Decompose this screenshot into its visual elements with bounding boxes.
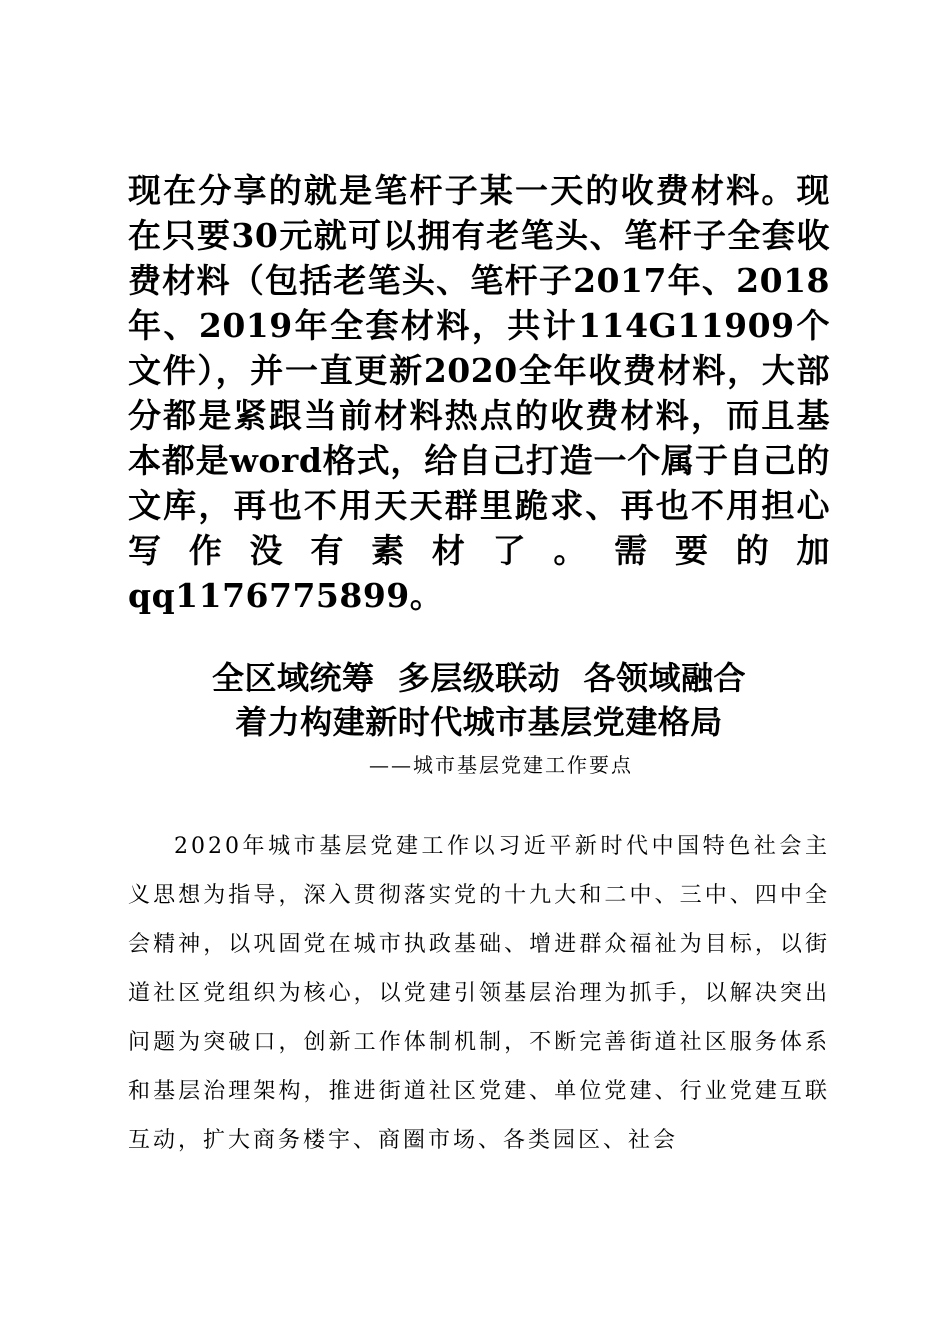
- document-subtitle: ——城市基层党建工作要点: [369, 753, 633, 777]
- document-title-line-2: 着力构建新时代城市基层党建格局: [235, 703, 723, 741]
- body-paragraph: 2020年城市基层党建工作以习近平新时代中国特色社会主义思想为指导，深入贯彻落实党的十九大和二中、三中、四中全会精神，以巩固党在城市执政基础、增进群众福祉为目标，以街道社区党组织为核心，以党建引领基层治理为抓手，以解决突出问题为突破口，创新工作体制机制，不断完善街道社区服务体系和基层治理架构，推进街道社区党建、单位党建、行业党建互联互动，扩大商务楼宇、商圈市场、各类园区、社会: [128, 834, 830, 1153]
- document-page: [128, 168, 830, 1165]
- document-title-block: [128, 656, 830, 780]
- document-title-line-1: 全区域统筹 多层级联动 各领域融合: [211, 659, 747, 697]
- promo-paragraph: 现在分享的就是笔杆子某一天的收费材料。现在只要30元就可以拥有老笔头、笔杆子全套收费材料（包括老笔头、笔杆子2017年、2018年、2019年全套材料，共计114G11909个文件），并一直更新2020全年收费材料，大部分都是紧跟当前材料热点的收费材料，而且基本都是word格式，给自己打造一个属于自己的文库，再也不用天天群里跪求、再也不用担心写作没有素材了。需要的加qq1176775899。: [128, 171, 830, 615]
